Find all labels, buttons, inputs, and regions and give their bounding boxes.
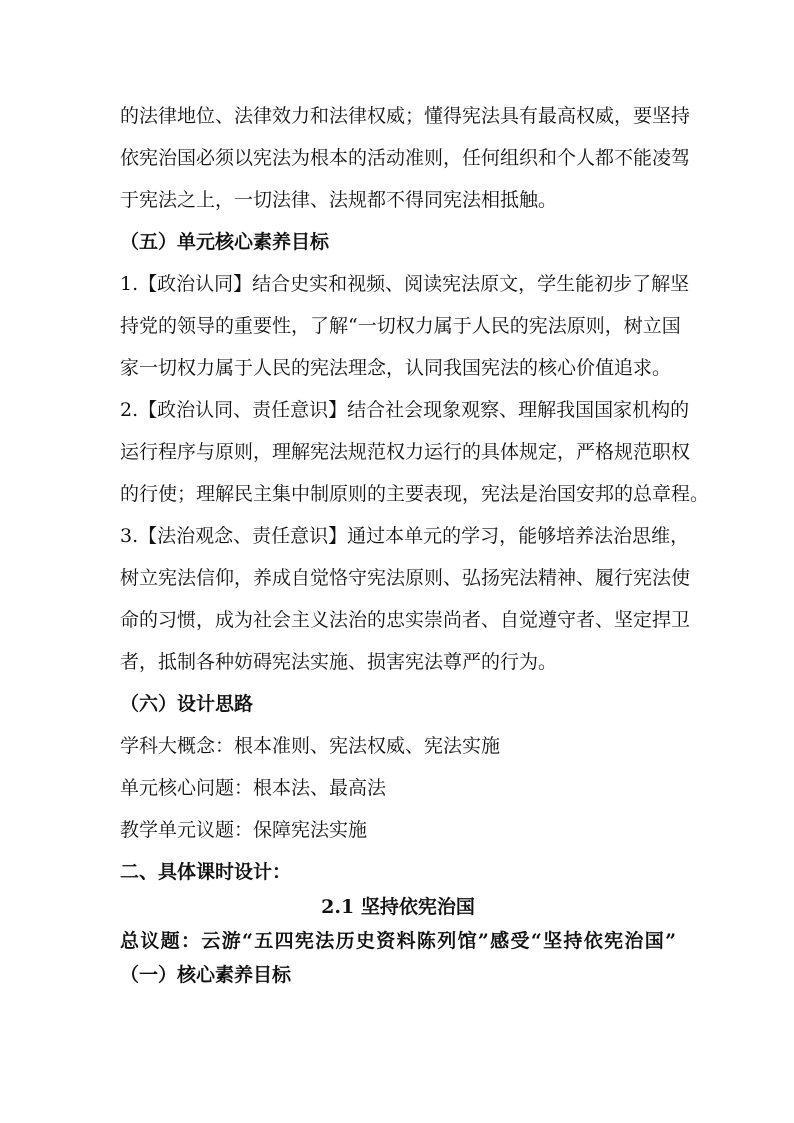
goal-line: 1.【政治认同】结合史实和视频、阅读宪法原文，学生能初步了解坚 xyxy=(120,273,690,295)
design-line: 学科大概念：根本准则、宪法权威、宪法实施 xyxy=(120,735,501,757)
paragraph-line: 依宪治国必须以宪法为根本的活动准则，任何组织和个人都不能凌驾 xyxy=(120,147,691,169)
overall-topic: 总议题：云游“五四宪法历史资料陈列馆”感受“坚持依宪治国” xyxy=(120,930,676,952)
design-line: 单元核心问题：根本法、最高法 xyxy=(120,777,387,799)
lesson-title: 2.1 坚持依宪治国 xyxy=(321,896,475,918)
goal-line: 2.【政治认同、责任意识】结合社会现象观察、理解我国国家机构的 xyxy=(120,399,690,421)
section-heading: （六）设计思路 xyxy=(120,693,254,715)
section-heading: （五）单元核心素养目标 xyxy=(120,231,330,253)
part-heading: 二、具体课时设计： xyxy=(120,861,292,883)
goal-line: 运行程序与原则，理解宪法规范权力运行的具体规定，严格规范职权 xyxy=(120,441,691,463)
goal-line: 者，抵制各种妨碍宪法实施、损害宪法尊严的行为。 xyxy=(120,651,558,673)
goal-line: 命的习惯，成为社会主义法治的忠实崇尚者、自觉遵守者、坚定捍卫 xyxy=(120,609,691,631)
design-line: 教学单元议题：保障宪法实施 xyxy=(120,819,368,841)
paragraph-line: 的法律地位、法律效力和法律权威；懂得宪法具有最高权威，要坚持 xyxy=(120,105,691,127)
sub-heading: （一）核心素养目标 xyxy=(120,964,292,986)
goal-line: 树立宪法信仰，养成自觉恪守宪法原则、弘扬宪法精神、履行宪法使 xyxy=(120,567,691,589)
goal-line: 持党的领导的重要性，了解“一切权力属于人民的宪法原则，树立国 xyxy=(120,315,681,337)
goal-line: 的行使；理解民主集中制原则的主要表现，宪法是治国安邦的总章程。 xyxy=(120,483,710,505)
goal-line: 3.【法治观念、责任意识】通过本单元的学习，能够培养法治思维， xyxy=(120,525,690,547)
paragraph-line: 于宪法之上，一切法律、法规都不得同宪法相抵触。 xyxy=(120,189,558,211)
goal-line: 家一切权力属于人民的宪法理念，认同我国宪法的核心价值追求。 xyxy=(120,357,672,379)
